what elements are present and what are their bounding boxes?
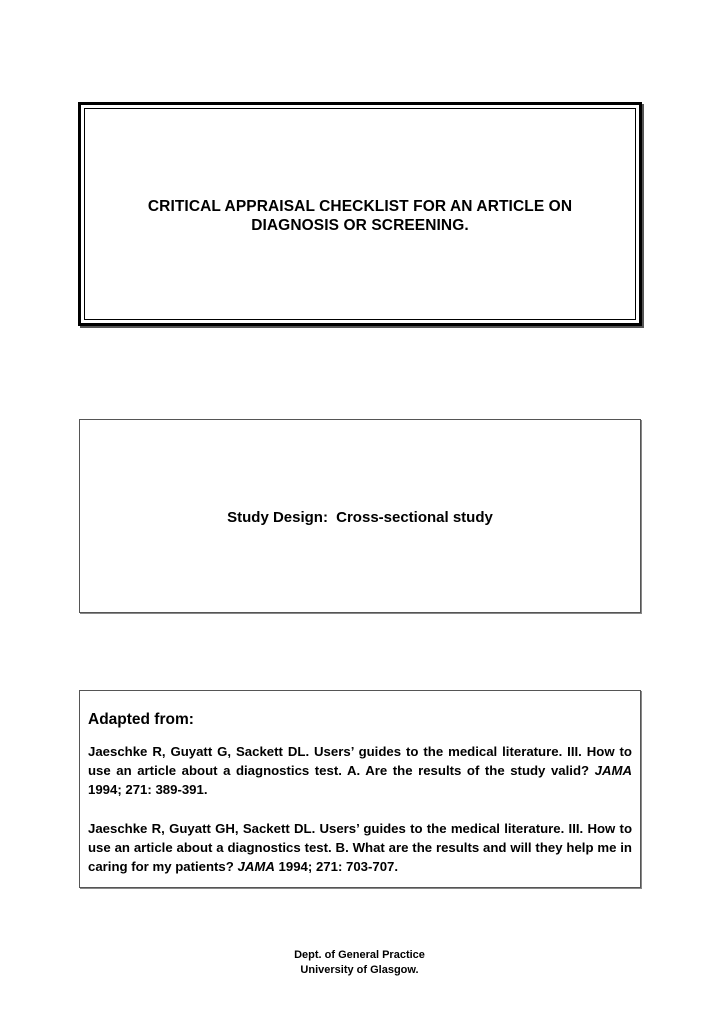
footer-affiliation — [0, 948, 719, 978]
reference-citation: 1994; 271: 389-391. — [88, 782, 208, 797]
footer-department: Dept. of General Practice — [294, 949, 425, 961]
footer-university: University of Glasgow. — [300, 964, 419, 976]
reference-text: Jaeschke R, Guyatt GH, Sackett DL. Users’ guides to the medical literature. III. How to use an article about a diagnostics test. B. What are the results and will they help me in caring for my patients? — [88, 821, 632, 874]
reference-text: Jaeschke R, Guyatt G, Sackett DL. Users’ guides to the medical literature. III. How to use an article about a diagnostics test. A. Are the results of the study valid? — [88, 744, 632, 778]
document-title-line-2: DIAGNOSIS OR SCREENING. — [251, 217, 469, 234]
document-title — [81, 197, 639, 235]
reference-citation: 1994; 271: 703-707. — [278, 859, 399, 874]
references-heading: Adapted from: — [88, 711, 194, 728]
reference-item — [88, 742, 632, 799]
title-box — [78, 102, 642, 326]
reference-journal: JAMA — [237, 859, 275, 874]
study-design-label: Study Design: — [227, 509, 328, 526]
study-design-box — [79, 419, 641, 613]
study-design-value: Cross-sectional study — [336, 509, 493, 526]
reference-journal: JAMA — [594, 763, 632, 778]
document-title-line-1: CRITICAL APPRAISAL CHECKLIST FOR AN ARTICLE ON — [147, 198, 573, 215]
references-box — [79, 690, 641, 888]
study-design-line — [80, 509, 640, 527]
reference-item — [88, 819, 632, 876]
